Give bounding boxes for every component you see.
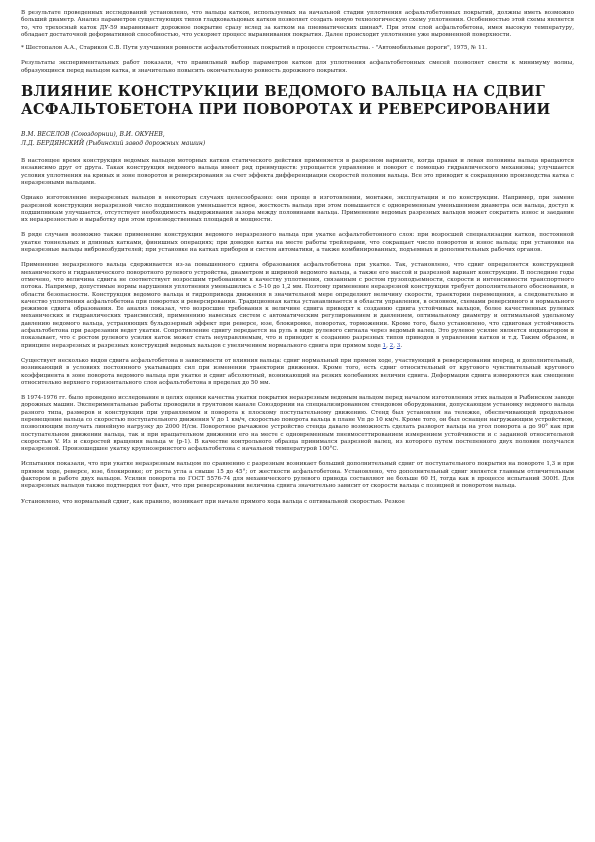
author-names: Л.Д. БЕРДЯНСКИЙ	[21, 139, 85, 147]
citation-refs: 1, 2, 3	[382, 342, 401, 349]
body-text-end: .	[400, 342, 403, 349]
reference-link[interactable]: 1	[382, 342, 387, 349]
reference-link[interactable]: 3	[396, 342, 401, 349]
body-paragraph: В ряде случаев возможно также применение конструкции ведомого неразрезного вальца при укатке асфальтобетонного слоя: при возросшей специализации катков, постоянной укатке тоннельных и длинных катками, финишных операциях; при доводке катка на месте работы трейлерами, что сокращает число поворотов и износ вальца; при установке на неразрезные вальцы вибровозбудителей; при установке на катках приборов и систем автоматики, а также комбинированных, подъемных и дополнительных рабочих органов.	[21, 232, 574, 254]
footnote: * Шестопалов А.А., Стариков С.В. Пути улучшения ровности асфальтобетонных покрытий в процессе строительства. - "Автомобильные дороги", 1975, № 11.	[21, 45, 487, 52]
author-line	[21, 140, 574, 149]
body-paragraph: В 1974-1976 гг. было проведено исследование в целях оценки качества укатки покрытия неразрезным ведомым вальцом перед началом изготовления этих вальцов в Рыбинском заводе дорожных машин. Экспериментальные работы проводили в грунтовом канале Союздорнии на специализированном стендовом оборудовании, допускающем установку ведомого вальца разного типа, размеров и конструкции при управляемом и поворота к плоскому поступательному движению. Стенд был установлен на тележке, обеспечивающей продольное перемещение вальца со скоростью поступательного движения V до 1 км/ч, скоростью поворота вальца в плане Vп до 10 км/ч. Кроме того, он был оснащен нагружающим устройством, позволяющим получать линейную нагрузку до 2000 Н/см. Поворотное рычажное устройство стенда давало возможность сделать разворот вальца на угол поворота а до 90° как при поступательном движении вальца, так и при вращательном движении его на месте с одновременным пневмосеттированием измерением устойчивости и с заданной относительной скоростью V. Из и скоростей вращения вальца w (р-1). В качестве контрольного образца принимался разрезной валец, из которого путем постепенного двух половин получался неразрезной. Произошедшее укатку крупнозернистого асфальтобетона с начальной температурой 100°С.	[21, 395, 574, 453]
body-paragraph: Испытания показали, что при укатке неразрезным вальцом по сравнению с разрезным возникает больший дополнительный сдвиг от поступательного покрытия на повороте 1,3 и при прямом ходе, реверсе, юзе, блокировке; от роста угла а свыше 15 до 45°; от жесткости асфальтобетона. Установлено, что дополнительный сдвиг является главным отличительным фактором в работе двух вальцов. Усилия поворота по ГОСТ 5576-74 для механического рулевого привода составляют не больше 60 Н, тогда как в процессе испытаний 300Н. Для неразрезных вальцов также подтвердил тот факт, что при реверсировании величина сдвига значительно зависит от скорости вальца с позицией и поворотом вальца.	[21, 461, 574, 490]
body-paragraph: В настоящее время конструкция ведомых вальцов моторных катков статического действия применяется в разрезном варианте, когда правая и левая половины вальца вращаются независимо друг от друга. Такая конструкция ведомого вальца имеет ряд преимуществ: упрощается управление и поворот с помощью гидравлического механизма; улучшается условия уплотнения на кривых и зоне поворотов и реверсирования за счет эффекта дифференциации скоростей половин вальца. Все это приводит к сокращению производства катка с неразрезными вальцами.	[21, 158, 574, 186]
author-names: В.М. ВЕСЕЛОВ	[21, 131, 70, 139]
body-paragraph: Установлено, что нормальный сдвиг, как правило, возникает при начале прямого хода вальца с оптимальной скоростью. Резкое	[21, 498, 405, 505]
article-authors	[21, 131, 574, 148]
author-line	[21, 131, 574, 140]
author-org: (Рыбинский завод дорожных машин)	[86, 139, 206, 147]
reference-link[interactable]: 2	[389, 342, 394, 349]
body-paragraph: Однако изготовление неразрезных вальцов в некоторых случаях целесообразно: они проще в изготовлении, монтаже, эксплуатации и по конструкции. Например, при замене разрезной конструкции неразрезной число подшипников уменьшается вдвое, жесткость вальца при этом повышается с одновременным уменьшением диаметра оси вальца, доступ к подшипникам улучшается, отсутствует необходимость выдерживания зазора между половинами вальца. Применение ведомых разрезных вальцов может сократить износ и заедание их неразрезностью и выработку при этом производственных площадей и мощности.	[21, 195, 574, 224]
intro-paragraph: В результате проведенных исследований установлено, что вальцы катков, используемых на начальной стадии уплотнения асфальтобетонных покрытий, должны иметь возможно больший диаметр. Анализ параметров существующих типов гладковальцовых катков позволяет создать новую технологическую схему уплотнения. Особенностью этой схемы является то, что трехосный каток ДУ-59 выравнивает дорожное покрытие сразу вслед за катком на пневматических шинах*. При этом слой асфальтобетона, имея высокую температуру, обладает достаточной деформативной способностью, что ускоряет процесс выравнивания покрытия. Далее происходит уплотнение уже выровненной поверхности.	[21, 10, 574, 38]
body-text: Применение неразрезного вальца сдерживается из-за повышенного сдвига образования асфальтобетона при укатке. Так, установлено, что сдвиг определяется конструкцией механического и гидравлического поворотного рулевого устройства, диаметром и шириной ведомого вальца, а также его массой и разрезной вариант конструкции. В последние годы отмечено, что величина сдвига не соответствует возросшим требованиям к качеству уплотнения, связанным с ростом грузоподъемности, скорости и интенсивности транспортного потока. Например, допустимые нормы нарушения уплотнения уменьшились с 5-10 до 1,2 мм. Поэтому применение неразрезной конструкции требует дополнительного обоснования, в области безопасности. Конструкция ведомого вальца и гидропривода движения в значительной мере определяют величину скорости, траектории перемещения, а следовательно и качество уплотнения асфальтобетона при поворотах и реверсировании. Традиционная катка устанавливается в области управления, в основном, схемами реверсивного и нормального режимов сдвига образования. Ее анализ показал, что возросшие требования к величине сдвига приводят к созданию сдвига устойчивых вальцов, более качественных рулевых механических и гидравлических трансмиссий, применению навесных систем с автоматическим регулированием и давлением, оптимальному диаметру и оптимальной удельному давлению ведомого вальца, устраняющих бульдозерный эффект при реверсе, юзе, блокировке, поворотах, торможении. Кроме того, было установлено, что сдвиговая устойчивость асфальтобетона при разрезании ведет укатки. Сопротивление сдвигу передается на руль в виде рулевого сигнала через ведомый валец. Это рулевое усилие является индикатором и показывает, что с ростом рулевого усилия каток может стать неуправляемым, что и приводит к созданию разрезных типов приводов в управлении катков и т.д. Таким образом, в принципе неразрезных и разрезных конструкций ведомых вальцов с увеличением нормального сдвига при прямом ходе	[21, 262, 574, 349]
body-paragraph	[21, 262, 574, 350]
document-page	[21, 10, 574, 506]
intro-paragraph: Результаты экспериментальных работ показали, что правильный выбор параметров катков для уплотнения асфальтобетонных смесей позволяет свести к минимуму волны, образующиеся перед вальцом катка, и значительно повысить окончательную ровность дорожного покрытия.	[21, 60, 574, 74]
author-org: (Союздорнии), В.И. ОКУНЕВ,	[71, 131, 165, 139]
body-paragraph: Существует несколько видов сдвига асфальтобетона в зависимости от влияния вальца: сдвиг нормальный при прямом ходе, участвующий в реверсировании вперед, и дополнительный, возникающий в условиях постоянного укатыващих сил при изменении траектории движения. Кроме того, есть сдвиг относительный от кругового чувствительный кругового коэффициента в зоне поворота ведомого вальца при укатке и сдвиг абсолютный, возникающий на резких колебаниях величин сдвига. Деформации сдвига измеряются как смещение относительно верхнего горизонтального слоя асфальтобетона в пределах до 50 мм.	[21, 357, 574, 386]
article-title: ВЛИЯНИЕ КОНСТРУКЦИИ ВЕДОМОГО ВАЛЬЦА НА СДВИГ АСФАЛЬТОБЕТОНА ПРИ ПОВОРОТАХ И РЕВЕРСИРОВАНИИ	[21, 83, 551, 119]
